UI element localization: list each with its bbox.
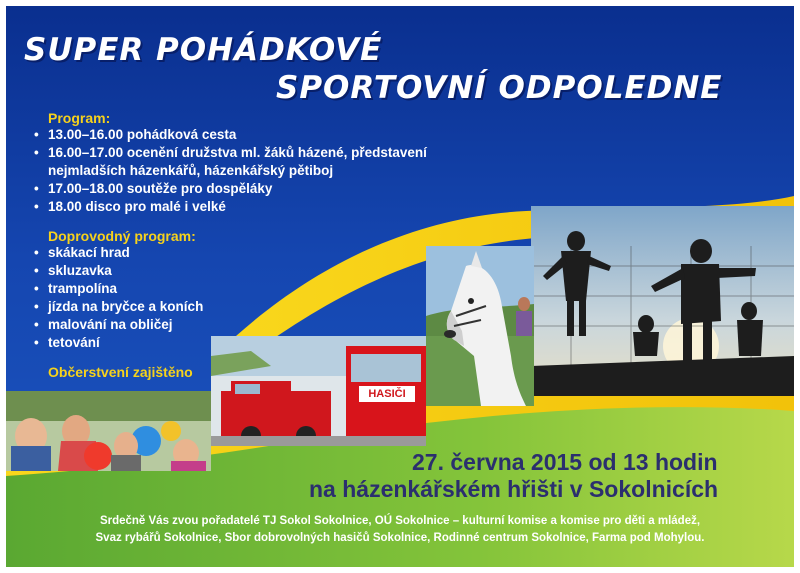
- side-program-item: • malování na obličej: [34, 316, 294, 334]
- poster-title-line2: SPORTOVNÍ ODPOLEDNE: [276, 70, 723, 106]
- event-date: 27. června 2015 od 13 hodin: [412, 449, 718, 475]
- side-program-item: • tetování: [34, 334, 294, 352]
- side-program-item: • skákací hrad: [34, 244, 294, 262]
- side-program-item: • trampolína: [34, 280, 294, 298]
- side-program-list: [34, 244, 294, 352]
- program-list: [34, 126, 504, 216]
- kids-balloons-photo: [6, 391, 211, 471]
- program-item: • 17.00–18.00 soutěže pro dospěláky: [34, 180, 504, 198]
- fire-truck-photo: [211, 336, 426, 446]
- side-program-heading: Doprovodný program:: [48, 228, 196, 244]
- fire-truck-label: HASIČI: [368, 388, 406, 400]
- horse-photo: [426, 246, 534, 406]
- side-program-item: • skluzavka: [34, 262, 294, 280]
- organizers-line1: Srdečně Vás zvou pořadatelé TJ Sokol Sokolnice, OÚ Sokolnice – kulturní komise a komise pro děti a mládež,: [99, 515, 701, 527]
- program-item: • 13.00–16.00 pohádková cesta: [34, 126, 504, 144]
- organizers-line2: Svaz rybářů Sokolnice, Sbor dobrovolných hasičů Sokolnice, Rodinné centrum Sokolnice, Farma pod Mohylou.: [95, 532, 705, 544]
- poster: [6, 6, 794, 567]
- poster-title-line1: SUPER POHÁDKOVÉ: [24, 32, 383, 68]
- refreshments-note: Občerstvení zajištěno: [48, 364, 193, 380]
- event-place: na házenkářském hřišti v Sokolnicích: [309, 476, 719, 502]
- program-item: • 16.00–17.00 ocenění družstva ml. žáků házené, představení nejmladších házenkářů, házenkářský pětiboj: [34, 144, 504, 180]
- trampoline-photo: [531, 206, 794, 396]
- side-program-item: • jízda na bryčce a koních: [34, 298, 294, 316]
- program-item: • 18.00 disco pro malé i velké: [34, 198, 504, 216]
- program-heading: Program:: [48, 110, 111, 126]
